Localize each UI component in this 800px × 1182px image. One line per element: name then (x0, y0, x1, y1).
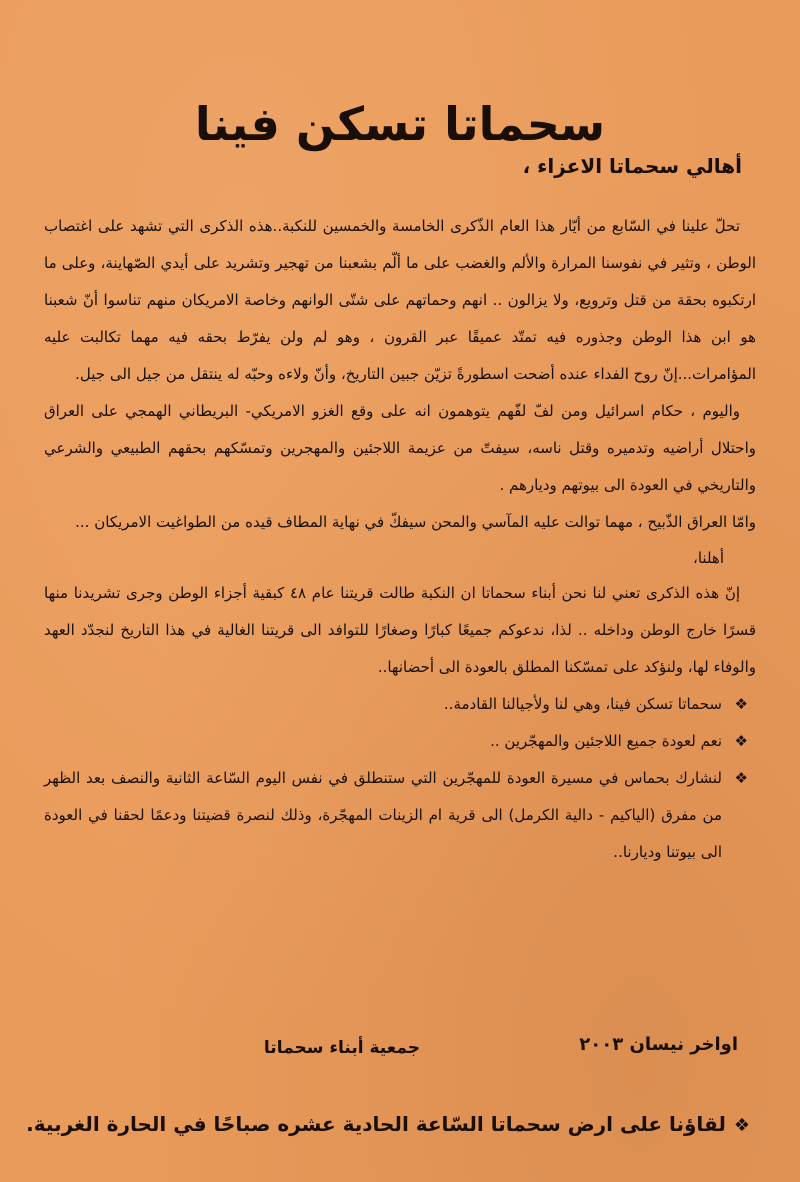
date: اواخر نيسان ٢٠٠٣ (579, 1034, 738, 1055)
paragraph-iraq: وامّا العراق الذّبيح ، مهما توالت عليه المآسي والمحن سيفكّ في نهاية المطاف قيده من الطواغيت الامريكان ... (75, 513, 756, 531)
bullet-list (44, 686, 756, 871)
bullet-text: لنشارك بحماس في مسيرة العودة للمهجّرين التي ستنطلق في نفس اليوم السّاعة الثانية والنصف بعد الظهر من مفرق (الياكيم - دالية الكرمل) الى قرية ام الزينات المهجّرة، وذلك لنصرة قضيتنا ودعمًا لحقنا في العودة الى بيوتنا وديارنا.. (44, 769, 722, 861)
list-item (44, 760, 756, 871)
page-title: سحماتا تسكن فينا (194, 96, 606, 151)
diamond-bullet-icon: ❖ (734, 769, 748, 787)
diamond-bullet-icon: ❖ (733, 1115, 750, 1136)
bullet-text: سحماتا تسكن فينا، وهي لنا ولأجيالنا القادمة.. (443, 695, 722, 713)
footer-text: لقاؤنا على ارض سحماتا السّاعة الحادية عشره صباحًا في الحارة الغربية. (26, 1112, 726, 1136)
signature-row (0, 1034, 800, 1074)
greeting: أهالي سحماتا الاعزاء ، (522, 154, 742, 178)
bullet-text: نعم لعودة جميع اللاجئين والمهجّرين .. (490, 732, 722, 750)
paragraph-iraq-invasion: واليوم ، حكام اسرائيل ومن لفّ لفّهم يتوهمون انه على وقع الغزو الامريكي- البريطاني الهمجي على العراق واحتلال أراضيه وتدميره وقتل ناسه، سيفتّ من عزيمة اللاجئين والمهجرين وتمسّكهم بحقهم الطبيعي والشرعي والتاريخي في العودة الى بيوتهم وديارهم . (44, 402, 756, 494)
list-item (44, 723, 756, 760)
diamond-bullet-icon: ❖ (734, 732, 748, 750)
footer-note (26, 1104, 750, 1146)
salutation: أهلنا، (693, 549, 724, 567)
diamond-bullet-icon: ❖ (734, 695, 748, 713)
organization-name: جمعية أبناء سحماتا (263, 1038, 420, 1058)
paragraph-nakba-anniversary: تحلّ علينا في السّابع من أيّار هذا العام الذّكرى الخامسة والخمسين للنكبة..هذه الذكرى التي تشهد على اغتصاب الوطن ، وتثير في نفوسنا المرارة والألم والغضب على ما ألّم بشعبنا من تهجير وتشريد على أيدي الصّهاينة، وعلى ما ارتكبوه بحقة من قتل وترويع، ولا يزالون .. انهم وحماتهم على شتّى الوانهم وخاصة الامريكان منهم تناسوا أنّ شعبنا هو ابن هذا الوطن وجذوره فيه تمتّد عميقًا عبر القرون ، وهو لم ولن يفرّط بحقه فيه مهما تكالبت عليه المؤامرات...إنّ روح الفداء عنده أضحت اسطورةً تزيّن جبين التاريخ، وأنّ ولاءه وحبّه له ينتقل من جيل الى جيل. (44, 217, 756, 383)
body-text (44, 208, 756, 871)
list-item (44, 686, 756, 723)
paragraph-invitation: إنّ هذه الذكرى تعني لنا نحن أبناء سحماتا ان النكبة طالت قريتنا عام ٤٨ كبقية أجزاء الوطن وجرى تشريدنا منها قسرًا خارج الوطن وداخله .. لذا، ندعوكم جميعًا كبارًا وصغارًا للتوافد الى قريتنا الغالية في هذا التاريخ لنجدّد العهد والوفاء لها، ولنؤكد على تمسّكنا المطلق بالعودة الى أحضانها.. (44, 584, 756, 676)
